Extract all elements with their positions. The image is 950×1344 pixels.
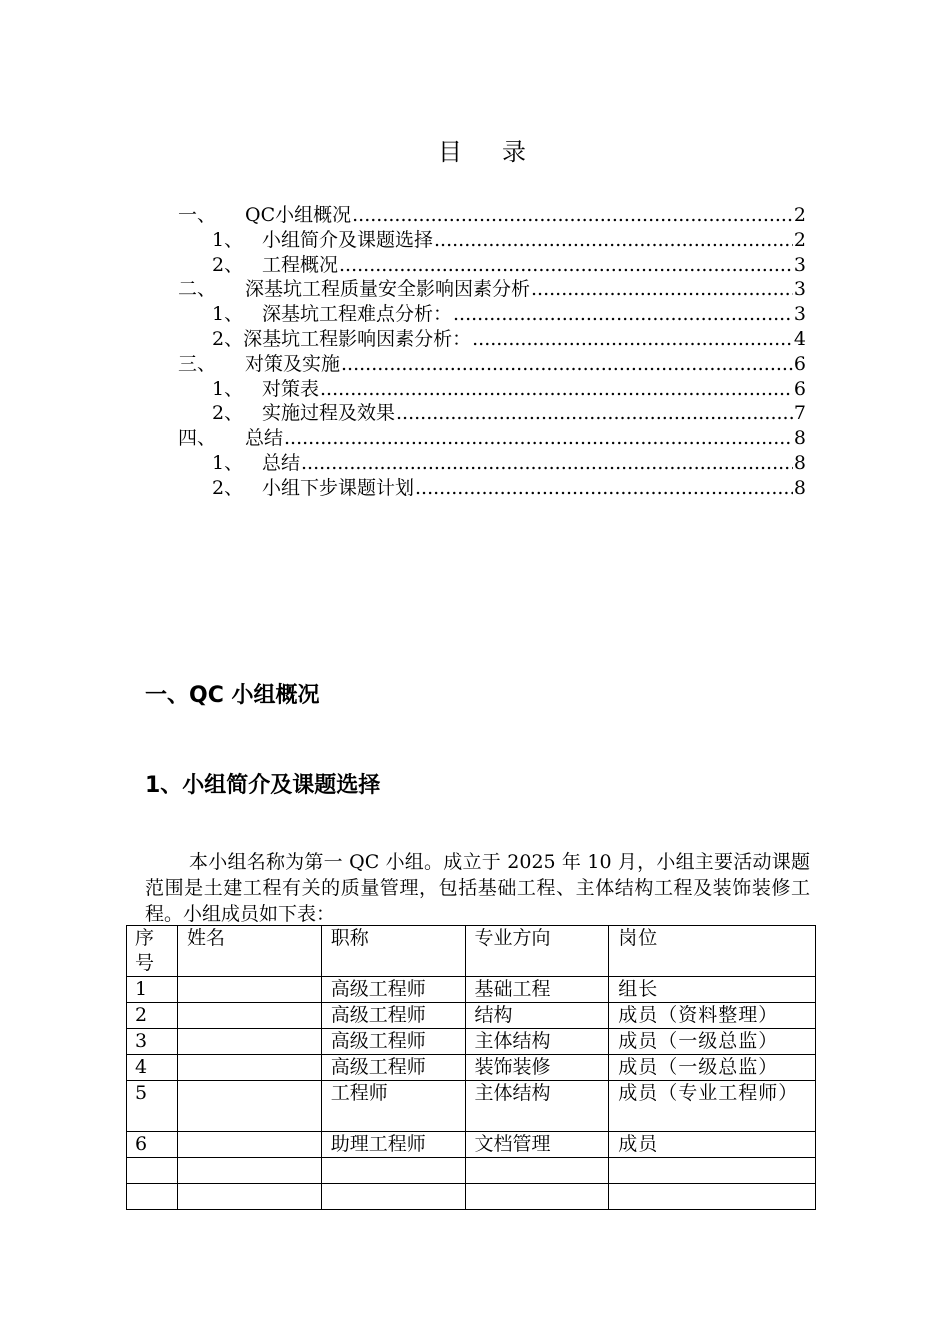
- toc-dot-leader: [339, 254, 793, 275]
- table-header-cell: 姓名: [177, 926, 321, 977]
- toc-entry-page: 6: [793, 377, 806, 399]
- toc-dot-leader: [472, 328, 793, 349]
- table-row: [127, 1055, 816, 1081]
- toc-entry-label: 总结: [245, 427, 284, 449]
- table-cell: [127, 1158, 178, 1184]
- toc-entry[interactable]: [178, 349, 806, 374]
- toc-entry-label: 对策表: [262, 377, 320, 399]
- table-cell: 2: [127, 1003, 178, 1029]
- toc-entry[interactable]: [212, 374, 806, 399]
- toc-entry-label: 深基坑工程影响因素分析：: [243, 328, 472, 349]
- table-cell: [177, 1132, 321, 1158]
- table-cell: 高级工程师: [321, 977, 465, 1003]
- table-cell: [177, 977, 321, 1003]
- table-cell: [321, 1184, 465, 1210]
- toc-entry-number: 四、: [178, 427, 217, 449]
- table-cell: 成员（资料整理）: [609, 1003, 816, 1029]
- table-cell: [465, 1184, 609, 1210]
- table-header-row: [127, 926, 816, 977]
- table-cell: 结构: [465, 1003, 609, 1029]
- table-header-cell: 序号: [127, 926, 178, 977]
- toc-entry-label: 小组下步课题计划: [262, 476, 415, 498]
- table-cell: 成员（一级总监）: [609, 1029, 816, 1055]
- toc-entry-label: 深基坑工程难点分析：: [262, 303, 453, 325]
- toc-entry-label: 总结: [262, 452, 301, 473]
- table-row: [127, 1081, 816, 1132]
- toc-dot-leader: [396, 402, 793, 423]
- toc-entry-number: 2、: [212, 402, 244, 424]
- toc-entry-page: 4: [793, 328, 806, 349]
- toc-entry-page: 8: [793, 452, 806, 473]
- table-cell: [609, 1184, 816, 1210]
- toc-dot-leader: [434, 229, 793, 250]
- table-row: [127, 1158, 816, 1184]
- toc-entry[interactable]: [212, 299, 806, 324]
- toc-entry[interactable]: [178, 200, 806, 225]
- toc-entry-number: 一、: [178, 204, 217, 225]
- toc-entry[interactable]: [212, 398, 806, 423]
- table-cell: 高级工程师: [321, 1029, 465, 1055]
- table-cell: 高级工程师: [321, 1003, 465, 1029]
- toc-entry-number: 二、: [178, 278, 217, 300]
- toc-dot-leader: [341, 353, 793, 374]
- toc-entry-number: 2、: [212, 328, 244, 349]
- table-cell: 成员（一级总监）: [609, 1055, 816, 1081]
- table-header-cell: 专业方向: [465, 926, 609, 977]
- toc-entry-page: 2: [793, 204, 806, 225]
- table-cell: 主体结构: [465, 1081, 609, 1132]
- toc-dot-leader: [531, 278, 793, 299]
- table-row: [127, 1184, 816, 1210]
- table-cell: 3: [127, 1029, 178, 1055]
- toc-entry-number: 三、: [178, 352, 217, 374]
- toc-title: 目录: [438, 138, 566, 166]
- toc-dot-leader: [320, 378, 793, 399]
- table-cell: [465, 1158, 609, 1184]
- toc-entry-page: 8: [793, 427, 806, 449]
- table-row: [127, 1003, 816, 1029]
- table-cell: [609, 1158, 816, 1184]
- table-cell: 成员: [609, 1132, 816, 1158]
- table-cell: 6: [127, 1132, 178, 1158]
- toc-entry[interactable]: [212, 473, 806, 498]
- table-cell: 5: [127, 1081, 178, 1132]
- table-cell: 成员（专业工程师）: [609, 1081, 816, 1132]
- toc-entry-page: 3: [793, 253, 806, 275]
- toc-entry-page: 3: [793, 303, 806, 325]
- toc-entry[interactable]: [212, 448, 806, 473]
- intro-paragraph: 本小组名称为第一 QC 小组。成立于 2025 年 10 月，小组主要活动课题范围是土建工程有关的质量管理，包括基础工程、主体结构工程及装饰装修工程。小组成员如下表：: [145, 851, 810, 925]
- table-header-cell: 职称: [321, 926, 465, 977]
- table-cell: [177, 1055, 321, 1081]
- table-cell: 高级工程师: [321, 1055, 465, 1081]
- toc-entry-label: 工程概况: [262, 253, 339, 275]
- table-cell: [127, 1184, 178, 1210]
- table-row: [127, 1029, 816, 1055]
- members-table: [126, 925, 816, 1210]
- subsection-heading-intro: 1、小组简介及课题选择: [145, 773, 381, 798]
- toc-entry-page: 8: [793, 476, 806, 498]
- toc-dot-leader: [415, 477, 793, 498]
- toc-entry-number: 1、: [212, 228, 244, 250]
- toc-entry[interactable]: [212, 225, 806, 250]
- toc-entry-number: 1、: [212, 452, 244, 473]
- toc-entry-page: 2: [793, 228, 806, 250]
- toc-entry-number: 2、: [212, 476, 244, 498]
- toc-entry-number: 1、: [212, 303, 244, 325]
- toc-entry[interactable]: [178, 423, 806, 448]
- table-cell: [321, 1158, 465, 1184]
- table-header-cell: 岗位: [609, 926, 816, 977]
- toc-entry-label: 小组简介及课题选择: [262, 228, 434, 250]
- table-cell: 组长: [609, 977, 816, 1003]
- table-cell: 4: [127, 1055, 178, 1081]
- table-row: [127, 1132, 816, 1158]
- table-cell: 主体结构: [465, 1029, 609, 1055]
- toc-entry-page: 6: [793, 352, 806, 374]
- table-row: [127, 977, 816, 1003]
- toc-entry-label: 深基坑工程质量安全影响因素分析: [245, 278, 531, 300]
- table-cell: 助理工程师: [321, 1132, 465, 1158]
- section-heading-qc-overview: 一、QC 小组概况: [145, 683, 320, 708]
- table-cell: 文档管理: [465, 1132, 609, 1158]
- toc-dot-leader: [301, 452, 793, 473]
- toc-entry[interactable]: [212, 250, 806, 275]
- table-cell: [177, 1184, 321, 1210]
- toc-entry-number: 1、: [212, 377, 244, 399]
- toc-dot-leader: [453, 303, 793, 324]
- table-cell: 1: [127, 977, 178, 1003]
- toc-entry[interactable]: [178, 274, 806, 299]
- toc-entry-label: 对策及实施: [245, 352, 341, 374]
- table-cell: 基础工程: [465, 977, 609, 1003]
- table-cell: 工程师: [321, 1081, 465, 1132]
- toc-entry-number: 2、: [212, 253, 244, 275]
- toc-dot-leader: [284, 427, 793, 448]
- table-cell: [177, 1029, 321, 1055]
- toc-entry-label: 实施过程及效果: [262, 402, 396, 424]
- table-cell: 装饰装修: [465, 1055, 609, 1081]
- toc-entry-page: 7: [793, 402, 806, 424]
- toc-entry-label: QC小组概况: [245, 204, 352, 225]
- toc-entry[interactable]: [212, 324, 806, 349]
- table-cell: [177, 1158, 321, 1184]
- toc-dot-leader: [352, 204, 793, 225]
- table-cell: [177, 1081, 321, 1132]
- table-cell: [177, 1003, 321, 1029]
- toc-entry-page: 3: [793, 278, 806, 300]
